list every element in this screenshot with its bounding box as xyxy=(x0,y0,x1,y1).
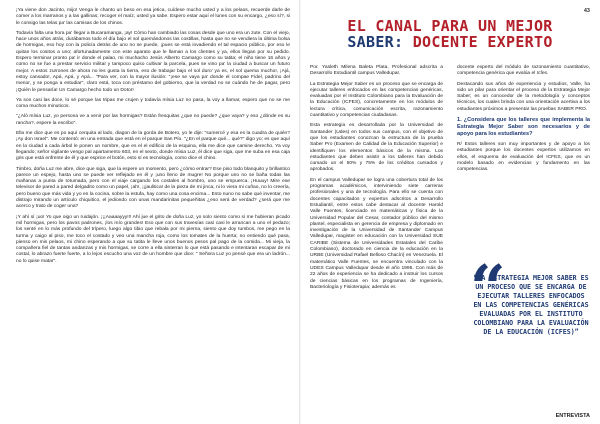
article-paragraph: Esta estrategia es desarrollada por la Universidad de Santander (Udes) en todos sus campus, con el objetivo de que los estudiantes conozcan la estructura de la prueba Saber Pro (Examen de Calidad de la Educación Superior) e identifiquen los elementos básicos de la misma. Los estudiantes que deben asistir a los talleres han debido cursado un el 50% y 75% de los créditos cursados y aprobados. xyxy=(310,123,443,173)
section-tag: ENTREVISTA xyxy=(555,413,590,419)
byline: Por. Yasleth Milena Baleta Plata, Profesional adscrita a Desarrollo Estudiantil campus Valledupar. xyxy=(310,65,443,77)
page-fold-divider xyxy=(299,0,301,424)
story-paragraph: Timbro, doña Luz me abre, dice que siga, que la espere un momento, pero ¿cómo entrar? Ese piso todo blanquito y brillantico parece un espejo, hasta uno se puede ver reflejado en él y ¡uno lleno de mugre! No porque uno no se baña todas las mañanas a punta de totumada, pero con el viaje cargando los costales al hombro, uno se empuerca. ¡Huuuy! Mire ese televisor de pared a pared delgadito como un papel, ¡ah!, ¡¡jaulitica! de la pieza de mi jinca, ni lo viera mi cuñao, no lo creería, pero bueno que más vida y yo en la cocina, sobre la estufa, hay como una cosa encima... Esto nuno no sabe qué inventar, me distrajo mirando un artículo chiquitico, el jediondo con unas mandarinitas pequeñitas ¿eso será de verdad? ¿será que me acerco y trato de coger una? xyxy=(16,166,290,210)
story-paragraph: "¿Aló mísia Luz, yo persona ve a venir por las hormigas? Están fresquitas ¿que no puede? ¿que vaya? y eso ¿dónde es su rancha?, espere la escribo". xyxy=(16,114,290,126)
page-number: 43 xyxy=(583,8,590,14)
article-paragraph: docente experto del módulo de razonamiento cuantitativo, competencia genérica que evalúa el Icfes. xyxy=(457,65,590,77)
story-paragraph: Todavía falta una hora pa' llegar a Bucaramanga, ¡ay! Cómo han cambiado las cosas desde que uno era un zute. Con el viejo, hace unos años atrás, durábamos todo el día bajo el sol quemándonos las costillas, hasta que no se vendiera la última bolsa de hormigas, eso hoy con la policía detrás de uno no se puede, ¡pues se está invadiendo el tal espacio público, por eso le quitan los cositos a uno; afortunadamente con este aparato que le llaman a los clientes y ya, ellos llegan por su pedido. Espero terminar pronto pa' ir donde el palao, mi muchacho Jesús Alberto Camargo como su tatita; el niño tiene 16 años y como no se fue a prestar servicio militar y tampoco quiso cultivar la parcela, pues se vino pa' la ciudad a buscar un futuro mejor. A estos zurrones de ahora no les gusta la tierra, eso de trabajar bajo el sol duro' ya es, el sol quema mucho!, ¡Ajá, estoy cansado!, Apá, Apá, y Apá... "Para ver, con la mayor ilusión: "¡ese se vaya pa' donde el compae Fidel, padrino del menor, y se ponga a estudiar", claro está, toca con préstamo del gobierno, que la verdad no se cuándo he de pagar, pero ¡Quién le pensaría! Un Camargo hecho todo un Dotor! xyxy=(16,30,290,93)
interview-question: 1. ¿Considera que los talleres que implementa la Estrategia Mejor Saber son necesarios y de apoyo para los estudiantes? xyxy=(457,117,590,138)
quote-icon: “ xyxy=(470,251,506,324)
article-paragraph: En el campus Valledupar se logra una cobertura total de los programas académicos, interviniendo siete carreras profesionales y una de tecnología. Para ello se cuenta con docentes capacitados y expertos adscritos a Desarrollo Estudiantil, entre estos cabe destacar al docente Harold Valle Fuentes, licenciado en matemáticas y física de la Universidad Popular del Cesar, contador público del mismo plantel, especialista en gerencia de empresa y diplomado en investigación de la Universidad de Santander Campus Valledupar, magister en educación con la Universidad SUE CARIBE (Sistema de Universidades Estatales del Caribe Colombiano), doctorado en ciencia de la educación en la URBE (Universidad Rafael Belloso Chacín) en Venezuela. El matemático Valle Fuentes, se encuentra vinculado con la UDES Campus Valledupar desde el año 1995. Con más de 22 años de experiencia se ha dedicado a instruir los cursos de ciencias básicas en los programas de Ingeniería, Bacteriología y Fisioterapia; además es xyxy=(310,177,443,290)
article-column-right xyxy=(457,65,590,178)
story-paragraph: ¡Y ahí sí ¡uo! Yo que oigo un ruidajón. ¡¡¡Aaaaayyy!!! Ahí jue el grito de doña Luz, yo solo siento como si me hubieran picado mil hormigas, pero los pavos padrones, ¡los mío grandes! Eso que con sus travesías casi casi le arrancan a uno el pedazo; los senté en lo más profundo del trípero, luego algo tibio que rebala por mi pierna, siento que doy tumbos, me pego en la turma y caigo al piso, me toco el costado y veo una mancha roja, como los tomates de la huerta; no entiendo qué pasa, pienso en mis pelaos, mi chino esperando a que su tatita le lleve unos buenos pesos pal pago de la comida... Mi vieja, la compañera fiel de tantas andanzas y mis hormigas, se corre a ella sinterran lo que está pasando e intentaran escapar de mi costal, lo abrazo fuerte fuerte, a lo lejos escucho una voz de un hombre que dice: " Señora Luz yo pensé que era un ladrón... no lo quise matar". xyxy=(16,214,290,264)
right-page-article xyxy=(310,8,590,419)
article-paragraph: Destacando sus años de experiencia y estudios, Valle, ha sido un pilar para orientar el proceso de la Estrategia Mejor Saber; es un conocedor de la metodología y conceptos técnicos, los cuales brinda con una orientación acertiva a los estudiantes próximos a presentar las pruebas SABER PRO. xyxy=(457,81,590,112)
pull-quote: “LA ESTRATEGIA MEJOR SABER ES UN PROCESO QUE SE ENCARGA DE EJECUTAR TALLERES ENFOCADOS EN LAS COMPETENCIAS GENÉRICAS EVALUADAS POR EL INSTITUTO COLOMBIANO PARA LA EVALUACIÓN DE LA EDUCACIÓN (ICFES)” xyxy=(473,274,589,336)
story-paragraph: Ya son casi las doce, lo sé porque las tripas me crujen y todavía mísia Luz no pasa, la voy a llamar, espero que no se me coma muchos minuticos. xyxy=(16,97,290,110)
headline-line-2: DOCENTE EXPERTO xyxy=(412,33,553,51)
headline-line-1: EL CANAL PARA UN MEJOR xyxy=(347,17,553,35)
interview-answer: R/ Estos talleres son muy importantes y de apoyo a los estudiantes porque los docentes expertos utilizamos en ellos, el esquema de evaluación del ICFES, que es un modelo basado en evidencias y fundamento en las competencias. xyxy=(457,142,590,173)
left-page-story xyxy=(16,8,290,269)
story-paragraph: ¡Ya viene don Jacinto, mijo! Venga le chanto un beso en esa jetica, cuídese mucho usted y a los pelaos, recuerde darle de comer a los marranos y a las gallinas; recoger el maíz, usted ya sabe. Espero estar aquí el lunes con su encargo, ¿eso sí?, si le consigo las telas pa' las camisas de los chinos. xyxy=(16,8,290,26)
headline-accent: SABER: xyxy=(347,33,404,51)
story-paragraph: Ella me dice que es po aquí cerquita al lado, diagon de la gorda de Botero, yo le dije: "sumercé y esa es la cuadra de quién? ¡Ay don Israel". Me contentó: en una entrada que está en el parque San Pío. "¿En el parque qué... qué?" digo yo; es que aquí en la ciudad a cada árbol le ponen un nombre, que es el el edificio de la esquina, ella me dice que camine derecho. Ya voy llegando; señor vigilante vengo pal apartamento 603, en el sexto, donde mísia Luz, él dice que siga, que me suba en esa caja gris que está enfrente de él y que esprice el botón, esto sí es tecnología, como dice el chino. xyxy=(16,131,290,162)
article-paragraph: La Estrategia Mejor Saber es un proceso que se encarga de ejecutar talleres enfocados en las competencias genéricas, evaluadas por el Instituto Colombiano para la Evaluación de la Educación (ICFES), concretamente en los módulos de lectura crítica, comunicación escrita, razonamiento cuantitativo y competencias ciudadanas. xyxy=(310,81,443,119)
article-column-left xyxy=(310,65,443,295)
article-headline xyxy=(310,18,590,50)
